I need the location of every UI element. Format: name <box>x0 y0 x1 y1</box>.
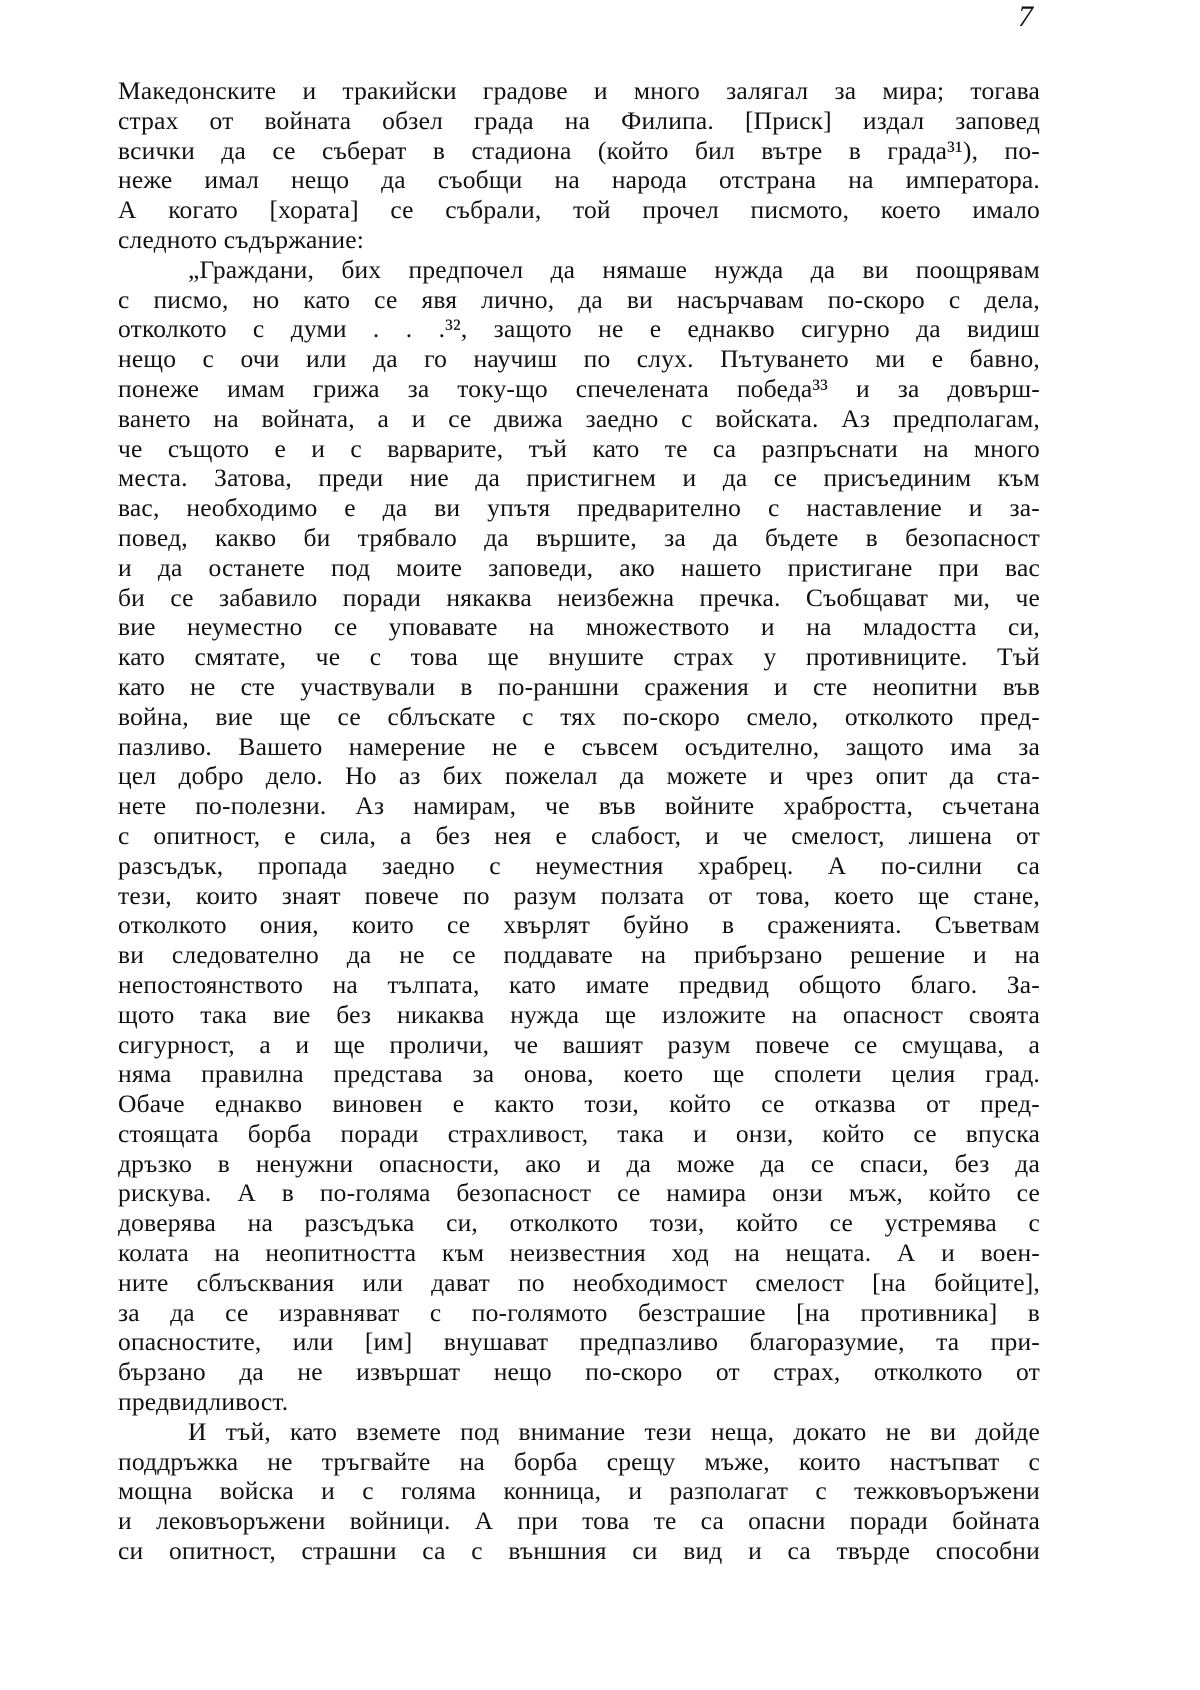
text-line: с писмо, но като се явя лично, да ви насърчавам по-скоро с дела, <box>118 284 1040 314</box>
text-line: пазливо. Вашето намерение не е съвсем осъдително, защото има за <box>118 731 1040 761</box>
text-line: разсъдък, пропада заедно с неуместния храбрец. А по-силни са <box>118 850 1040 880</box>
text-line: нете по-полезни. Аз намирам, че във войните храбростта, съчетана <box>118 791 1040 821</box>
text-line: за да се изравняват с по-голямото безстрашие [на противника] в <box>118 1297 1040 1327</box>
text-line: сигурност, а и ще проличи, че вашият разум повече се смущава, а <box>118 1029 1040 1059</box>
text-line: нещо с очи или да го научиш по слух. Пътуването ми е бавно, <box>118 344 1040 374</box>
text-line: и да останете под моите заповеди, ако нашето пристигане при вас <box>118 552 1040 582</box>
text-line: повед, какво би трябвало да вършите, за да бъдете в безопасност <box>118 522 1040 552</box>
text-line: И тъй, като вземете под внимание тези неща, докато не ви дойде <box>188 1416 1040 1446</box>
text-line: неже имал нещо да съобщи на народа отстрана на императора. <box>118 165 1040 195</box>
text-line: отколкото с думи . . .³², защото не е еднакво сигурно да видиш <box>118 314 1040 344</box>
text-line: Обаче еднакво виновен е както този, който се отказва от пред- <box>118 1089 1040 1119</box>
text-line: като смятате, че с това ще внушите страх у противниците. Тъй <box>118 642 1040 672</box>
text-line: колата на неопитността към неизвестния ход на нещата. А и воен- <box>118 1238 1040 1268</box>
text-line: няма правилна представа за онова, което ще сполети целия град. <box>118 1059 1040 1089</box>
text-line: стоящата борба поради страхливост, така и онзи, който се впуска <box>118 1118 1040 1148</box>
text-line: тези, които знаят повече по разум ползата от това, което ще стане, <box>118 880 1040 910</box>
text-line: ните сблъсквания или дават по необходимост смелост [на бойците], <box>118 1267 1040 1297</box>
text-line: „Граждани, бих предпочел да нямаше нужда да ви поощрявам <box>188 254 1040 284</box>
text-line: вас, необходимо е да ви упътя предварително с наставление и за- <box>118 493 1040 523</box>
text-line: мощна войска и с голяма конница, и разполагат с тежковъоръжени <box>118 1476 1040 1506</box>
text-line: всички да се съберат в стадиона (който бил вътре в града³¹), по- <box>118 135 1040 165</box>
text-line: отколкото ония, които се хвърлят буйно в сраженията. Съветвам <box>118 910 1040 940</box>
text-line: си опитност, страшни са с външния си вид и са твърде способни <box>118 1536 1040 1566</box>
text-line: ви следователно да не се поддавате на прибързано решение и на <box>118 940 1040 970</box>
text-line: с опитност, е сила, а без нея е слабост, и че смелост, лишена от <box>118 820 1040 850</box>
text-line: вие неуместно се уповавате на множеството и на младостта си, <box>118 612 1040 642</box>
text-line: понеже имам грижа за току-що спечелената победа³³ и за довърш- <box>118 373 1040 403</box>
text-line: щото така вие без никаква нужда ще изложите на опасност своята <box>118 999 1040 1029</box>
text-line: доверява на разсъдъка си, отколкото този, който се устремява с <box>118 1208 1040 1238</box>
text-line: непостоянството на тълпата, като имате предвид общото благо. За- <box>118 969 1040 999</box>
text-line: и лековъоръжени войници. А при това те са опасни поради бойната <box>118 1506 1040 1536</box>
text-line: война, вие ще се сблъскате с тях по-скоро смело, отколкото пред- <box>118 701 1040 731</box>
text-line: опасностите, или [им] внушават предпазливо благоразумие, та при- <box>118 1327 1040 1357</box>
text-line: А когато [хората] се събрали, той прочел писмото, което имало <box>118 195 1040 225</box>
text-line: бързано да не извършат нещо по-скоро от страх, отколкото от <box>118 1357 1040 1387</box>
text-line: поддръжка не тръгвайте на борба срещу мъже, които настъпват с <box>118 1446 1040 1476</box>
text-line: би се забавило поради някаква неизбежна пречка. Съобщават ми, че <box>118 582 1040 612</box>
text-line: дръзко в ненужни опасности, ако и да може да се спаси, без да <box>118 1148 1040 1178</box>
page-number: 7 <box>1018 0 1033 33</box>
text-line: ването на войната, а и се движа заедно с войската. Аз предполагам, <box>118 403 1040 433</box>
text-line: предвидливост. <box>118 1387 289 1417</box>
body-text <box>118 76 1040 1566</box>
text-line: че същото е и с варварите, тъй като те са разпръснати на много <box>118 433 1040 463</box>
text-line: Македонските и тракийски градове и много залягал за мира; тогава <box>118 76 1040 105</box>
text-line: страх от войната обзел града на Филипа. [Приск] издал заповед <box>118 105 1040 135</box>
text-line: цел добро дело. Но аз бих пожелал да можете и чрез опит да ста- <box>118 761 1040 791</box>
text-line: като не сте участвували в по-раншни сражения и сте неопитни във <box>118 671 1040 701</box>
text-line: следното съдържание: <box>118 224 365 254</box>
text-line: места. Затова, преди ние да пристигнем и да се присъединим към <box>118 463 1040 493</box>
text-line: рискува. А в по-голяма безопасност се намира онзи мъж, който се <box>118 1178 1040 1208</box>
